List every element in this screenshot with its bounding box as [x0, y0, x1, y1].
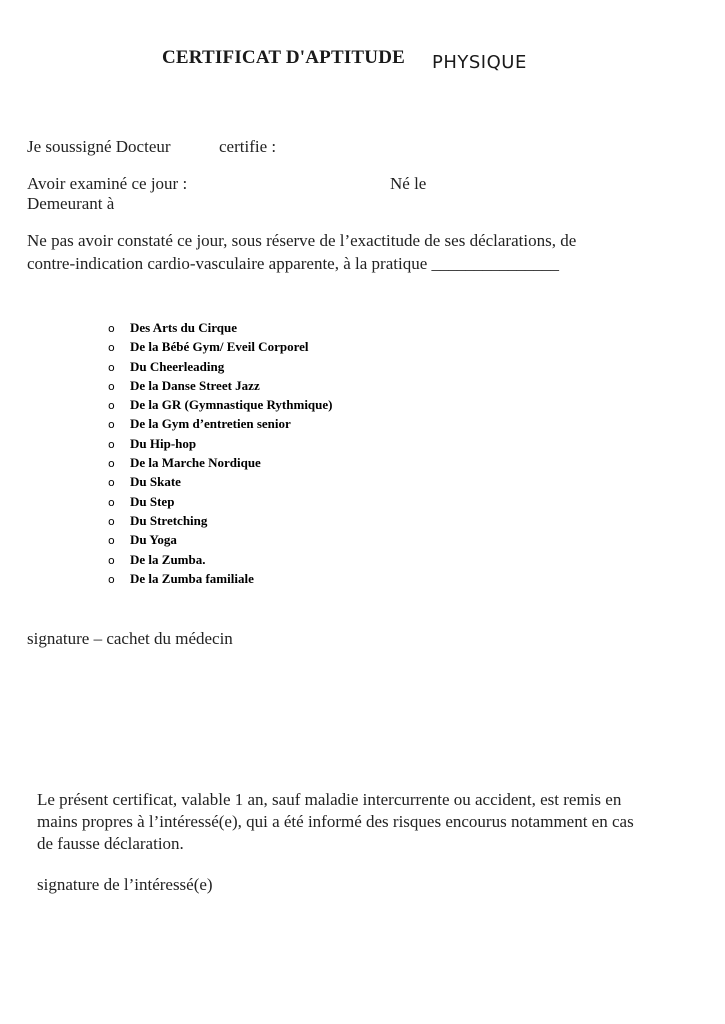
- bullet-icon: o: [108, 399, 115, 413]
- bullet-icon: o: [108, 495, 115, 509]
- bullet-icon: o: [108, 534, 115, 548]
- activity-item: [108, 453, 333, 472]
- activity-label: De la Marche Nordique: [130, 455, 261, 471]
- bullet-icon: o: [108, 360, 115, 374]
- doctor-signature-label: signature – cachet du médecin: [27, 629, 233, 648]
- bullet-icon: o: [108, 437, 115, 451]
- activity-label: De la Zumba.: [130, 551, 206, 567]
- activity-item: [108, 337, 333, 356]
- activity-item: [108, 550, 333, 569]
- bullet-icon: o: [108, 514, 115, 528]
- bullet-icon: o: [108, 379, 115, 393]
- declaration-line-2: contre-indication cardio-vasculaire apparente, à la pratique _______________: [27, 254, 559, 273]
- certifie-label: certifie :: [219, 137, 277, 156]
- activity-item: [108, 357, 333, 376]
- doctor-label: Je soussigné Docteur: [27, 137, 171, 156]
- activity-item: [108, 472, 333, 491]
- exam-label: Avoir examiné ce jour :: [27, 174, 188, 193]
- declaration-line-1: Ne pas avoir constaté ce jour, sous réserve de l’exactitude de ses déclarations, de: [27, 231, 577, 250]
- activity-label: Du Hip-hop: [130, 435, 197, 451]
- bullet-icon: o: [108, 476, 115, 490]
- activity-label: De la GR (Gymnastique Rythmique): [130, 397, 333, 413]
- activity-list: [108, 318, 333, 588]
- activity-label: Du Skate: [130, 474, 181, 490]
- activity-label: De la Danse Street Jazz: [130, 377, 260, 393]
- activity-label: De la Gym d’entretien senior: [130, 416, 291, 432]
- activity-item: [108, 395, 333, 414]
- bullet-icon: o: [108, 322, 115, 335]
- certificate-title-suffix: PHYSIQUE: [432, 52, 527, 73]
- bullet-icon: o: [108, 457, 115, 471]
- activity-item: [108, 414, 333, 433]
- validity-line-2: mains propres à l’intéressé(e), qui a été informé des risques encourus notamment en cas: [37, 812, 634, 831]
- activity-label: Du Yoga: [130, 532, 177, 548]
- bullet-icon: o: [108, 341, 115, 355]
- activity-label: Du Step: [130, 493, 175, 509]
- activity-item: [108, 569, 333, 588]
- activity-item: [108, 492, 333, 511]
- activity-label: Du Cheerleading: [130, 358, 225, 374]
- activity-item: [108, 530, 333, 549]
- validity-line-1: Le présent certificat, valable 1 an, sauf maladie intercurrente ou accident, est remis en: [37, 790, 622, 809]
- birth-date-label: Né le: [390, 174, 427, 193]
- bullet-icon: o: [108, 572, 115, 586]
- activity-label: Des Arts du Cirque: [130, 320, 238, 335]
- activity-label: De la Bébé Gym/ Eveil Corporel: [130, 339, 309, 355]
- person-signature-label: signature de l’intéressé(e): [37, 875, 213, 894]
- activity-item: [108, 511, 333, 530]
- address-label: Demeurant à: [27, 194, 115, 213]
- activity-item: [108, 376, 333, 395]
- activity-item: [108, 318, 333, 337]
- activity-item: [108, 434, 333, 453]
- validity-line-3: de fausse déclaration.: [37, 834, 184, 853]
- activity-label: Du Stretching: [130, 512, 208, 528]
- certificate-title: CERTIFICAT D'APTITUDE: [162, 47, 406, 68]
- bullet-icon: o: [108, 418, 115, 432]
- activity-label: De la Zumba familiale: [130, 570, 254, 586]
- bullet-icon: o: [108, 553, 115, 567]
